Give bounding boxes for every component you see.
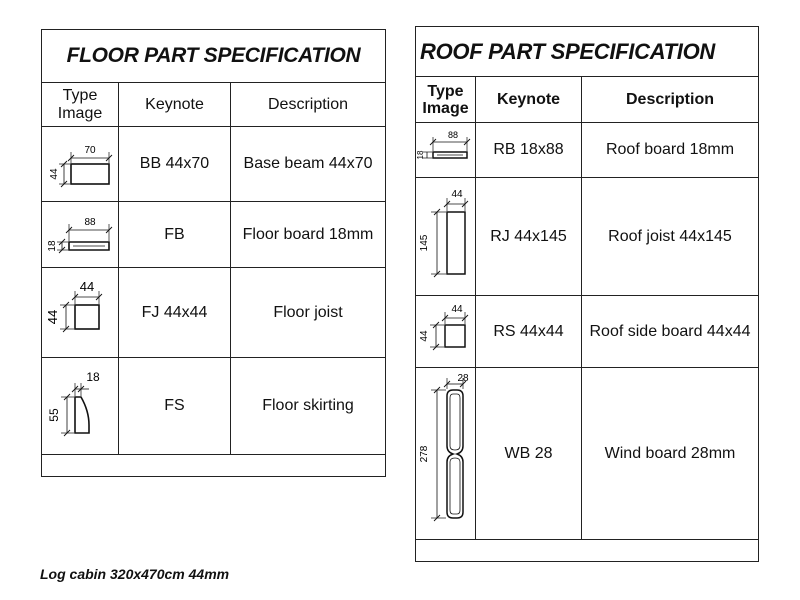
table-row <box>42 202 386 268</box>
dim-height-label: 18 <box>47 239 58 252</box>
roof-joist-profile-icon <box>417 182 475 292</box>
wind-board-profile-icon <box>417 372 475 536</box>
floor-table-title: FLOOR PART SPECIFICATION <box>42 30 386 83</box>
dim-width-label: 44 <box>450 303 463 315</box>
roof-header-type-image-text: Type Image <box>422 82 469 117</box>
keynote-cell: BB 44x70 <box>119 127 231 202</box>
dim-width-label: 44 <box>450 188 463 200</box>
table-row <box>416 296 759 368</box>
roof-side-board-profile-icon <box>417 301 475 363</box>
roof-board-profile-icon <box>417 128 475 172</box>
roof-header-keynote: Keynote <box>476 77 582 123</box>
dim-height-label: 18 <box>415 150 425 160</box>
roof-joist-profile-drawing <box>416 178 476 296</box>
floor-spec-table <box>41 29 386 477</box>
floor-skirting-profile-drawing <box>42 358 119 455</box>
description-cell: Floor skirting <box>231 358 386 455</box>
keynote-cell: FJ 44x44 <box>119 268 231 358</box>
floor-board-profile-icon <box>45 210 115 260</box>
empty-row <box>416 540 759 562</box>
keynote-cell: RB 18x88 <box>476 123 582 178</box>
keynote-cell: FS <box>119 358 231 455</box>
floor-skirting-profile-icon <box>45 363 115 449</box>
empty-row <box>42 455 386 477</box>
dim-height-label: 44 <box>45 309 60 324</box>
floor-header-type-image-text: Type Image <box>57 86 103 122</box>
roof-spec-table <box>415 26 759 562</box>
roof-side-board-profile-drawing <box>416 296 476 368</box>
floor-header-type-image <box>42 83 119 127</box>
floor-header-description: Description <box>231 83 386 127</box>
table-row <box>42 358 386 455</box>
keynote-cell: WB 28 <box>476 368 582 540</box>
table-row <box>416 123 759 178</box>
description-cell: Wind board 28mm <box>582 368 759 540</box>
keynote-cell: FB <box>119 202 231 268</box>
dim-height-label: 44 <box>49 168 60 180</box>
dim-height-label: 55 <box>47 408 61 422</box>
description-cell: Floor board 18mm <box>231 202 386 268</box>
dim-height-label: 44 <box>418 329 430 342</box>
dim-width-label: 18 <box>86 370 100 384</box>
description-cell: Base beam 44x70 <box>231 127 386 202</box>
floor-board-profile-drawing <box>42 202 119 268</box>
dim-width-label: 88 <box>447 130 458 140</box>
dim-width-label: 44 <box>79 278 95 294</box>
dim-width-label: 28 <box>456 372 469 384</box>
description-cell: Roof joist 44x145 <box>582 178 759 296</box>
description-cell: Floor joist <box>231 268 386 358</box>
floor-joist-profile-icon <box>45 275 115 351</box>
base-beam-profile-drawing <box>42 127 119 202</box>
dim-width-label: 88 <box>84 216 96 228</box>
description-cell: Roof board 18mm <box>582 123 759 178</box>
description-cell: Roof side board 44x44 <box>582 296 759 368</box>
keynote-cell: RS 44x44 <box>476 296 582 368</box>
dim-height-label: 145 <box>418 234 430 251</box>
roof-table-title: ROOF PART SPECIFICATION <box>416 27 759 77</box>
table-row <box>416 368 759 540</box>
base-beam-profile-icon <box>45 134 115 194</box>
wind-board-profile-drawing <box>416 368 476 540</box>
table-row <box>42 127 386 202</box>
roof-header-description: Description <box>582 77 759 123</box>
keynote-cell: RJ 44x145 <box>476 178 582 296</box>
dim-height-label: 278 <box>418 445 430 462</box>
document-caption: Log cabin 320x470cm 44mm <box>40 566 230 582</box>
dim-width-label: 70 <box>84 145 96 156</box>
table-row <box>416 178 759 296</box>
floor-header-keynote: Keynote <box>119 83 231 127</box>
roof-board-profile-drawing <box>416 123 476 178</box>
table-row <box>42 268 386 358</box>
roof-header-type-image <box>416 77 476 123</box>
floor-joist-profile-drawing <box>42 268 119 358</box>
